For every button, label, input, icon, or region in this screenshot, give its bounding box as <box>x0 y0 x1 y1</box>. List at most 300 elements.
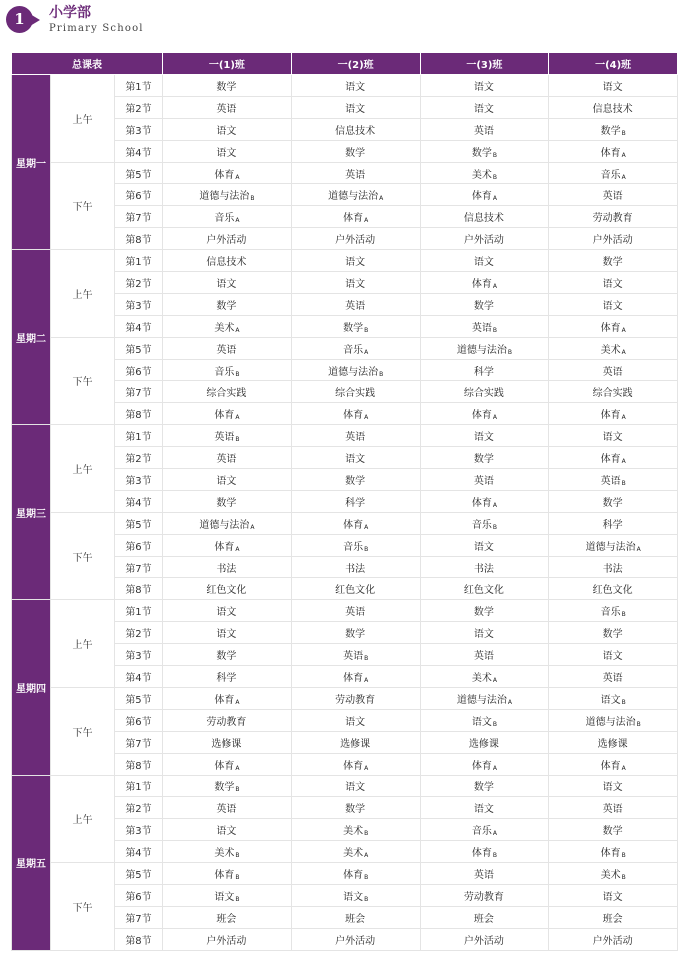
morning-label: 上午 <box>51 775 115 863</box>
subject-cell <box>291 250 420 272</box>
subject-cell <box>549 841 678 863</box>
group-marker: B <box>492 852 497 860</box>
subject-name: 语文 <box>345 103 366 115</box>
period-label: 第2节 <box>115 96 163 118</box>
group-marker: B <box>379 370 384 378</box>
period-label: 第1节 <box>115 775 163 797</box>
subject-name: 音乐 <box>214 213 235 225</box>
subject-cell <box>291 687 420 709</box>
subject-name: 数学 <box>216 81 237 93</box>
subject-cell <box>420 228 549 250</box>
group-marker: B <box>492 523 497 531</box>
subject-cell <box>420 337 549 359</box>
subject-cell <box>163 469 292 491</box>
subject-name: 英语 <box>600 475 621 487</box>
morning-label: 上午 <box>51 600 115 688</box>
subject-cell <box>291 600 420 622</box>
group-marker: A <box>492 195 497 203</box>
subject-cell <box>549 96 678 118</box>
group-marker: A <box>235 414 240 422</box>
subject-cell <box>163 578 292 600</box>
group-marker: A <box>492 414 497 422</box>
day-label: 星期二 <box>12 250 51 425</box>
subject-cell <box>420 96 549 118</box>
period-label: 第1节 <box>115 75 163 97</box>
subject-cell <box>549 403 678 425</box>
afternoon-label: 下午 <box>51 863 115 951</box>
subject-name: 劳动教育 <box>463 891 504 903</box>
subject-cell <box>549 797 678 819</box>
subject-cell <box>291 731 420 753</box>
period-label: 第8节 <box>115 228 163 250</box>
subject-cell <box>420 118 549 140</box>
subject-cell <box>291 315 420 337</box>
group-marker: A <box>492 830 497 838</box>
group-marker: B <box>235 436 240 444</box>
subject-cell <box>549 644 678 666</box>
subject-cell <box>291 75 420 97</box>
subject-cell <box>163 184 292 206</box>
subject-name: 英语 <box>471 322 492 334</box>
subject-cell <box>163 797 292 819</box>
subject-cell <box>291 622 420 644</box>
table-row <box>12 775 678 797</box>
subject-cell <box>291 425 420 447</box>
period-label: 第3节 <box>115 118 163 140</box>
subject-cell <box>291 797 420 819</box>
subject-cell <box>163 293 292 315</box>
class-header: 一(3)班 <box>420 53 549 75</box>
subject-name: 数学 <box>600 125 621 137</box>
group-marker: B <box>621 479 626 487</box>
subject-cell <box>420 819 549 841</box>
class-header: 一(1)班 <box>163 53 292 75</box>
subject-cell <box>420 184 549 206</box>
subject-name: 语文 <box>345 716 366 728</box>
subject-cell <box>163 753 292 775</box>
header-row <box>12 53 678 75</box>
subject-cell <box>420 534 549 556</box>
subject-name: 英语 <box>345 300 366 312</box>
subject-cell <box>420 359 549 381</box>
subject-cell <box>163 556 292 578</box>
period-label: 第6节 <box>115 884 163 906</box>
subject-cell <box>549 293 678 315</box>
subject-name: 体育 <box>471 760 492 772</box>
table-row <box>12 75 678 97</box>
section-number-badge: 1 <box>6 6 33 33</box>
period-label: 第5节 <box>115 162 163 184</box>
subject-cell <box>420 425 549 447</box>
subject-name: 体育 <box>343 672 364 684</box>
subject-name: 数学 <box>214 782 235 794</box>
subject-cell <box>420 140 549 162</box>
subject-cell <box>549 250 678 272</box>
subject-cell <box>420 731 549 753</box>
subject-name: 音乐 <box>600 607 621 619</box>
subject-cell <box>549 228 678 250</box>
subject-cell <box>549 184 678 206</box>
group-marker: B <box>621 852 626 860</box>
subject-cell <box>163 600 292 622</box>
group-marker: A <box>492 282 497 290</box>
subject-cell <box>291 578 420 600</box>
subject-name: 英语 <box>602 191 623 203</box>
subject-cell <box>291 775 420 797</box>
subject-cell <box>291 841 420 863</box>
subject-name: 科学 <box>216 672 237 684</box>
subject-cell <box>420 293 549 315</box>
subject-name: 户外活动 <box>206 935 247 947</box>
subject-cell <box>163 863 292 885</box>
subject-name: 语文 <box>471 716 492 728</box>
subject-cell <box>291 447 420 469</box>
subject-cell <box>549 512 678 534</box>
subject-cell <box>420 644 549 666</box>
subject-cell <box>420 753 549 775</box>
period-label: 第7节 <box>115 731 163 753</box>
subject-cell <box>163 118 292 140</box>
subject-name: 体育 <box>343 410 364 422</box>
period-label: 第1节 <box>115 425 163 447</box>
subject-name: 道德与法治 <box>456 344 507 356</box>
subject-cell <box>420 490 549 512</box>
subject-cell <box>420 906 549 928</box>
subject-cell <box>163 709 292 731</box>
subject-name: 班会 <box>345 913 366 925</box>
subject-cell <box>163 403 292 425</box>
subject-name: 书法 <box>602 563 623 575</box>
subject-cell <box>291 140 420 162</box>
subject-name: 语文 <box>216 125 237 137</box>
subject-name: 英语 <box>602 672 623 684</box>
subject-name: 数学 <box>602 497 623 509</box>
morning-label: 上午 <box>51 425 115 513</box>
group-marker: B <box>235 786 240 794</box>
subject-name: 美术 <box>600 344 621 356</box>
subject-name: 数学 <box>473 782 494 794</box>
subject-cell <box>549 447 678 469</box>
subject-name: 班会 <box>216 913 237 925</box>
period-label: 第7节 <box>115 556 163 578</box>
subject-name: 道德与法治 <box>585 541 636 553</box>
period-label: 第2节 <box>115 797 163 819</box>
period-label: 第5节 <box>115 687 163 709</box>
subject-cell <box>163 162 292 184</box>
period-label: 第1节 <box>115 600 163 622</box>
subject-name: 语文 <box>216 607 237 619</box>
period-label: 第8节 <box>115 578 163 600</box>
group-marker: A <box>235 545 240 553</box>
subject-name: 数学 <box>602 629 623 641</box>
subject-cell <box>420 841 549 863</box>
subject-name: 语文 <box>602 81 623 93</box>
subject-cell <box>549 490 678 512</box>
group-marker: A <box>621 414 626 422</box>
subject-cell <box>549 709 678 731</box>
subject-cell <box>549 600 678 622</box>
group-marker: A <box>364 217 369 225</box>
subject-name: 语文 <box>343 891 364 903</box>
subject-name: 美术 <box>214 848 235 860</box>
subject-name: 体育 <box>600 454 621 466</box>
subject-name: 道德与法治 <box>585 716 636 728</box>
subject-name: 体育 <box>600 848 621 860</box>
group-marker: B <box>621 874 626 881</box>
subject-name: 体育 <box>471 410 492 422</box>
afternoon-label: 下午 <box>51 162 115 250</box>
subject-cell <box>549 381 678 403</box>
subject-cell <box>291 469 420 491</box>
subject-name: 数学 <box>473 300 494 312</box>
subject-cell <box>291 512 420 534</box>
subject-cell <box>420 863 549 885</box>
subject-name: 班会 <box>602 913 623 925</box>
subject-name: 体育 <box>343 760 364 772</box>
subject-cell <box>420 381 549 403</box>
subject-name: 数学 <box>216 300 237 312</box>
subject-cell <box>291 293 420 315</box>
subject-name: 道德与法治 <box>456 694 507 706</box>
subject-cell <box>291 819 420 841</box>
subject-cell <box>163 512 292 534</box>
subject-name: 数学 <box>473 454 494 466</box>
group-marker: A <box>621 173 626 181</box>
day-label: 星期三 <box>12 425 51 600</box>
subject-cell <box>163 928 292 950</box>
section-title: 小学部 <box>49 5 91 21</box>
subject-name: 英语 <box>602 804 623 816</box>
subject-cell <box>163 534 292 556</box>
subject-name: 体育 <box>471 278 492 290</box>
subject-name: 户外活动 <box>335 235 376 247</box>
subject-name: 语文 <box>216 278 237 290</box>
subject-cell <box>549 75 678 97</box>
subject-name: 体育 <box>214 410 235 422</box>
group-marker: B <box>492 173 497 181</box>
subject-name: 语文 <box>473 103 494 115</box>
timetable <box>11 52 678 951</box>
subject-cell <box>291 709 420 731</box>
badge-arrow-icon <box>30 14 40 26</box>
subject-cell <box>549 162 678 184</box>
subject-name: 美术 <box>471 169 492 181</box>
subject-cell <box>420 600 549 622</box>
subject-cell <box>291 162 420 184</box>
subject-name: 数学 <box>473 607 494 619</box>
subject-name: 科学 <box>602 519 623 531</box>
subject-cell <box>163 666 292 688</box>
period-label: 第3节 <box>115 469 163 491</box>
period-label: 第7节 <box>115 206 163 228</box>
group-marker: B <box>364 326 369 334</box>
subject-name: 语文 <box>600 694 621 706</box>
subject-cell <box>549 731 678 753</box>
subject-name: 体育 <box>600 760 621 772</box>
subject-cell <box>420 272 549 294</box>
subject-name: 体育 <box>471 848 492 860</box>
period-label: 第8节 <box>115 753 163 775</box>
subject-cell <box>549 578 678 600</box>
subject-name: 语文 <box>602 651 623 663</box>
subject-name: 书法 <box>345 563 366 575</box>
subject-name: 语文 <box>216 147 237 159</box>
afternoon-label: 下午 <box>51 337 115 425</box>
subject-cell <box>291 272 420 294</box>
group-marker: A <box>250 523 255 531</box>
subject-cell <box>163 447 292 469</box>
subject-name: 音乐 <box>471 519 492 531</box>
subject-name: 信息技术 <box>206 257 247 269</box>
subject-name: 体育 <box>214 760 235 772</box>
group-marker: A <box>364 764 369 772</box>
subject-cell <box>163 425 292 447</box>
section-header <box>6 4 306 36</box>
morning-label: 上午 <box>51 250 115 338</box>
subject-name: 综合实践 <box>592 388 633 400</box>
period-label: 第5节 <box>115 863 163 885</box>
period-label: 第8节 <box>115 928 163 950</box>
subject-cell <box>420 884 549 906</box>
subject-name: 英语 <box>216 103 237 115</box>
subject-cell <box>291 666 420 688</box>
table-row <box>12 600 678 622</box>
class-header: 一(2)班 <box>291 53 420 75</box>
subject-name: 选修课 <box>468 738 499 750</box>
subject-name: 数学 <box>345 475 366 487</box>
group-marker: A <box>235 326 240 334</box>
subject-name: 英语 <box>473 870 494 881</box>
subject-name: 英语 <box>216 804 237 816</box>
subject-cell <box>291 228 420 250</box>
subject-name: 户外活动 <box>335 935 376 947</box>
subject-cell <box>549 272 678 294</box>
subject-cell <box>549 556 678 578</box>
subject-cell <box>163 841 292 863</box>
period-label: 第6节 <box>115 359 163 381</box>
subject-cell <box>549 884 678 906</box>
subject-cell <box>163 75 292 97</box>
subject-name: 户外活动 <box>463 235 504 247</box>
group-marker: B <box>235 895 240 903</box>
subject-name: 音乐 <box>343 541 364 553</box>
period-label: 第7节 <box>115 906 163 928</box>
subject-cell <box>291 337 420 359</box>
day-label: 星期一 <box>12 75 51 250</box>
afternoon-label: 下午 <box>51 687 115 775</box>
subject-name: 数学 <box>216 651 237 663</box>
subject-name: 数学 <box>345 147 366 159</box>
subject-name: 道德与法治 <box>199 519 250 531</box>
subject-name: 户外活动 <box>206 235 247 247</box>
period-label: 第4节 <box>115 490 163 512</box>
period-label: 第1节 <box>115 250 163 272</box>
subject-cell <box>163 490 292 512</box>
subject-cell <box>163 731 292 753</box>
subject-name: 信息技术 <box>335 125 376 137</box>
subject-name: 语文 <box>214 891 235 903</box>
period-label: 第4节 <box>115 315 163 337</box>
subject-name: 英语 <box>602 366 623 378</box>
subject-cell <box>163 206 292 228</box>
subject-cell <box>420 162 549 184</box>
period-label: 第4节 <box>115 140 163 162</box>
subject-name: 语文 <box>473 257 494 269</box>
subject-cell <box>291 490 420 512</box>
group-marker: B <box>492 720 497 728</box>
subject-name: 数学 <box>345 629 366 641</box>
subject-name: 语文 <box>345 454 366 466</box>
period-label: 第6节 <box>115 709 163 731</box>
subject-cell <box>163 228 292 250</box>
subject-cell <box>291 906 420 928</box>
subject-cell <box>163 250 292 272</box>
subject-cell <box>549 359 678 381</box>
subject-cell <box>549 622 678 644</box>
period-label: 第2节 <box>115 622 163 644</box>
subject-name: 英语 <box>343 651 364 663</box>
subject-name: 体育 <box>214 694 235 706</box>
subject-name: 美术 <box>343 826 364 838</box>
subject-cell <box>291 928 420 950</box>
subject-cell <box>163 96 292 118</box>
subject-name: 信息技术 <box>463 213 504 225</box>
subject-name: 红色文化 <box>592 585 633 597</box>
subject-name: 语文 <box>602 432 623 444</box>
subject-name: 语文 <box>473 541 494 553</box>
subject-name: 语文 <box>473 804 494 816</box>
subject-name: 班会 <box>473 913 494 925</box>
subject-name: 选修课 <box>211 738 242 750</box>
subject-name: 综合实践 <box>206 388 247 400</box>
subject-name: 科学 <box>345 497 366 509</box>
subject-cell <box>163 687 292 709</box>
subject-name: 劳动教育 <box>335 694 376 706</box>
subject-name: 数学 <box>216 497 237 509</box>
subject-name: 音乐 <box>471 826 492 838</box>
day-label: 星期五 <box>12 775 51 950</box>
subject-name: 语文 <box>473 81 494 93</box>
group-marker: B <box>235 370 240 378</box>
subject-name: 户外活动 <box>463 935 504 947</box>
period-label: 第4节 <box>115 841 163 863</box>
period-label: 第5节 <box>115 337 163 359</box>
period-label: 第3节 <box>115 819 163 841</box>
subject-name: 信息技术 <box>592 103 633 115</box>
subject-name: 语文 <box>216 826 237 838</box>
group-marker: B <box>364 655 369 663</box>
group-marker: A <box>492 676 497 684</box>
subject-cell <box>420 75 549 97</box>
subject-cell <box>420 250 549 272</box>
subject-cell <box>163 819 292 841</box>
group-marker: A <box>621 326 626 334</box>
subject-cell <box>549 687 678 709</box>
group-marker: B <box>621 611 626 619</box>
subject-cell <box>163 775 292 797</box>
subject-cell <box>420 206 549 228</box>
subject-name: 书法 <box>216 563 237 575</box>
group-marker: A <box>621 151 626 159</box>
group-marker: A <box>379 195 384 203</box>
subject-name: 体育 <box>214 541 235 553</box>
subject-cell <box>163 315 292 337</box>
subject-cell <box>291 753 420 775</box>
day-label: 星期四 <box>12 600 51 775</box>
subject-name: 劳动教育 <box>592 213 633 225</box>
subject-name: 英语 <box>473 651 494 663</box>
subject-name: 语文 <box>345 81 366 93</box>
